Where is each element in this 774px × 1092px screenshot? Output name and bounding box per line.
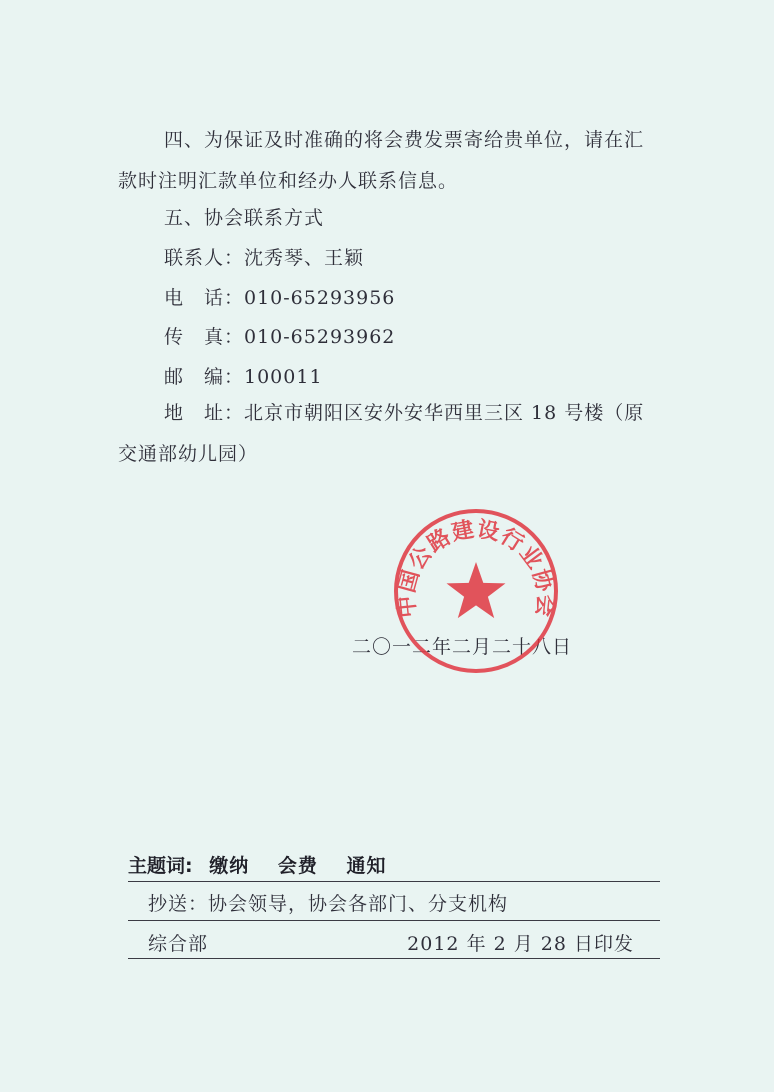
- divider: [128, 958, 660, 959]
- postcode-line: 邮 编：100011: [164, 366, 323, 388]
- fax-line: 传 真：010-65293962: [164, 326, 396, 348]
- section-heading-contact: 五、协会联系方式: [164, 207, 325, 229]
- subject-keyword: 会费: [277, 855, 318, 877]
- official-seal-icon: [391, 506, 561, 676]
- signature-date: 二〇一二年二月二十八日: [352, 636, 573, 658]
- contact-person-line: 联系人：沈秀琴、王颖: [164, 247, 365, 269]
- divider: [128, 881, 660, 882]
- divider: [128, 920, 660, 921]
- issued-date: 2012 年 2 月 28 日印发: [407, 933, 634, 955]
- paragraph-invoice-notice: 四、为保证及时准确的将会费发票寄给贵单位，请在汇款时注明汇款单位和经办人联系信息。: [118, 129, 645, 192]
- phone-line: 电 话：010-65293956: [164, 287, 396, 309]
- seal-text: 中国公路建设行业协会: [394, 517, 558, 619]
- address-line: 地 址：北京市朝阳区安外安华西里三区 18 号楼（原交通部幼儿园）: [118, 402, 645, 465]
- subject-keywords: [128, 851, 387, 878]
- issuing-office: 综合部: [148, 933, 209, 955]
- subject-keyword: 通知: [346, 855, 387, 877]
- subject-label: 主题词:: [128, 855, 193, 877]
- cc-recipients: 抄送：协会领导，协会各部门、分支机构: [148, 893, 509, 915]
- subject-keyword: 缴纳: [209, 855, 250, 877]
